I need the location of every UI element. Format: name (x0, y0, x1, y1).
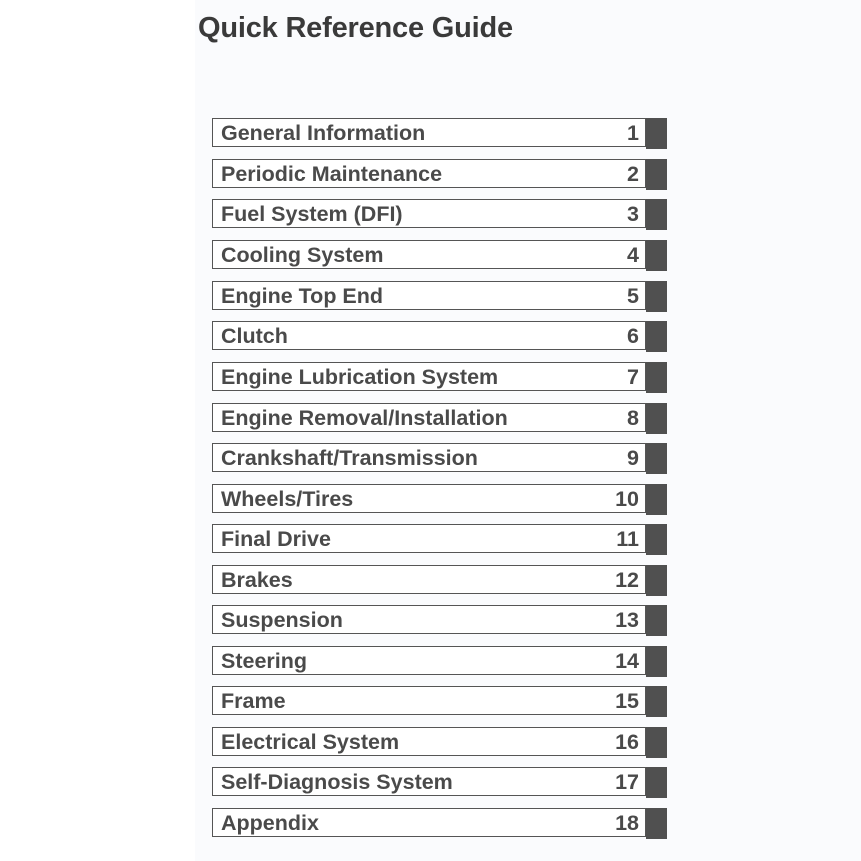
section-label: Fuel System (DFI) (221, 202, 403, 226)
section-box (212, 565, 646, 594)
section-box (212, 281, 646, 310)
section-number: 8 (627, 406, 639, 430)
section-box (212, 605, 646, 634)
section-label: Electrical System (221, 730, 400, 754)
section-label: Final Drive (221, 527, 331, 551)
section-label: Engine Top End (221, 284, 384, 308)
section-number: 10 (615, 487, 639, 511)
section-label: Steering (221, 649, 308, 673)
section-number: 14 (615, 649, 639, 673)
section-row-appendix[interactable] (212, 808, 667, 839)
section-number: 9 (627, 446, 639, 470)
section-label: Wheels/Tires (221, 487, 354, 511)
section-number: 17 (615, 770, 639, 794)
section-label: Appendix (221, 811, 319, 835)
section-row-cooling-system[interactable] (212, 240, 667, 271)
section-box (212, 686, 646, 715)
section-row-periodic-maintenance[interactable] (212, 159, 667, 190)
section-row-wheels-tires[interactable] (212, 484, 667, 515)
section-box (212, 362, 646, 391)
section-box (212, 484, 646, 513)
section-box (212, 321, 646, 350)
section-tab-marker (646, 565, 667, 596)
section-row-crankshaft-transmission[interactable] (212, 443, 667, 474)
section-box (212, 159, 646, 188)
section-box (212, 524, 646, 553)
section-row-electrical-system[interactable] (212, 727, 667, 758)
section-box (212, 118, 646, 147)
section-tab-marker (646, 524, 667, 555)
section-number: 18 (615, 811, 639, 835)
section-tab-marker (646, 767, 667, 798)
section-row-frame[interactable] (212, 686, 667, 717)
section-tab-marker (646, 403, 667, 434)
section-number: 6 (627, 324, 639, 348)
section-row-brakes[interactable] (212, 565, 667, 596)
section-label: Periodic Maintenance (221, 162, 443, 186)
section-number: 4 (627, 243, 639, 267)
section-box (212, 443, 646, 472)
section-tab-marker (646, 362, 667, 393)
section-label: General Information (221, 121, 426, 145)
section-tab-marker (646, 808, 667, 839)
section-tab-marker (646, 118, 667, 149)
section-tab-marker (646, 240, 667, 271)
section-label: Frame (221, 689, 286, 713)
section-number: 2 (627, 162, 639, 186)
section-number: 16 (615, 730, 639, 754)
section-box (212, 727, 646, 756)
section-number: 7 (627, 365, 639, 389)
section-tab-marker (646, 646, 667, 677)
section-row-final-drive[interactable] (212, 524, 667, 555)
section-number: 3 (627, 202, 639, 226)
section-row-engine-removal[interactable] (212, 403, 667, 434)
section-row-suspension[interactable] (212, 605, 667, 636)
section-row-steering[interactable] (212, 646, 667, 677)
section-number: 1 (627, 121, 639, 145)
section-tab-marker (646, 727, 667, 758)
section-number: 11 (616, 527, 639, 551)
section-tab-marker (646, 159, 667, 190)
section-number: 5 (627, 284, 639, 308)
section-box (212, 403, 646, 432)
section-box (212, 808, 646, 837)
section-label: Crankshaft/Transmission (221, 446, 478, 470)
section-row-self-diagnosis[interactable] (212, 767, 667, 798)
section-tab-marker (646, 443, 667, 474)
section-row-general-information[interactable] (212, 118, 667, 149)
section-box (212, 767, 646, 796)
section-label: Suspension (221, 608, 343, 632)
section-box (212, 199, 646, 228)
section-row-engine-lubrication[interactable] (212, 362, 667, 393)
section-row-clutch[interactable] (212, 321, 667, 352)
section-tab-marker (646, 484, 667, 515)
section-row-engine-top-end[interactable] (212, 281, 667, 312)
section-number: 13 (615, 608, 639, 632)
section-tab-marker (646, 199, 667, 230)
section-label: Cooling System (221, 243, 384, 267)
section-number: 15 (615, 689, 639, 713)
section-tab-marker (646, 321, 667, 352)
section-box (212, 646, 646, 675)
section-tab-marker (646, 605, 667, 636)
section-label: Self-Diagnosis System (221, 770, 453, 794)
section-box (212, 240, 646, 269)
section-label: Brakes (221, 568, 293, 592)
section-number: 12 (615, 568, 639, 592)
section-tab-marker (646, 686, 667, 717)
section-label: Engine Removal/Installation (221, 406, 508, 430)
section-tab-marker (646, 281, 667, 312)
section-label: Clutch (221, 324, 288, 348)
section-label: Engine Lubrication System (221, 365, 499, 389)
section-row-fuel-system[interactable] (212, 199, 667, 230)
page-title: Quick Reference Guide (198, 12, 513, 44)
